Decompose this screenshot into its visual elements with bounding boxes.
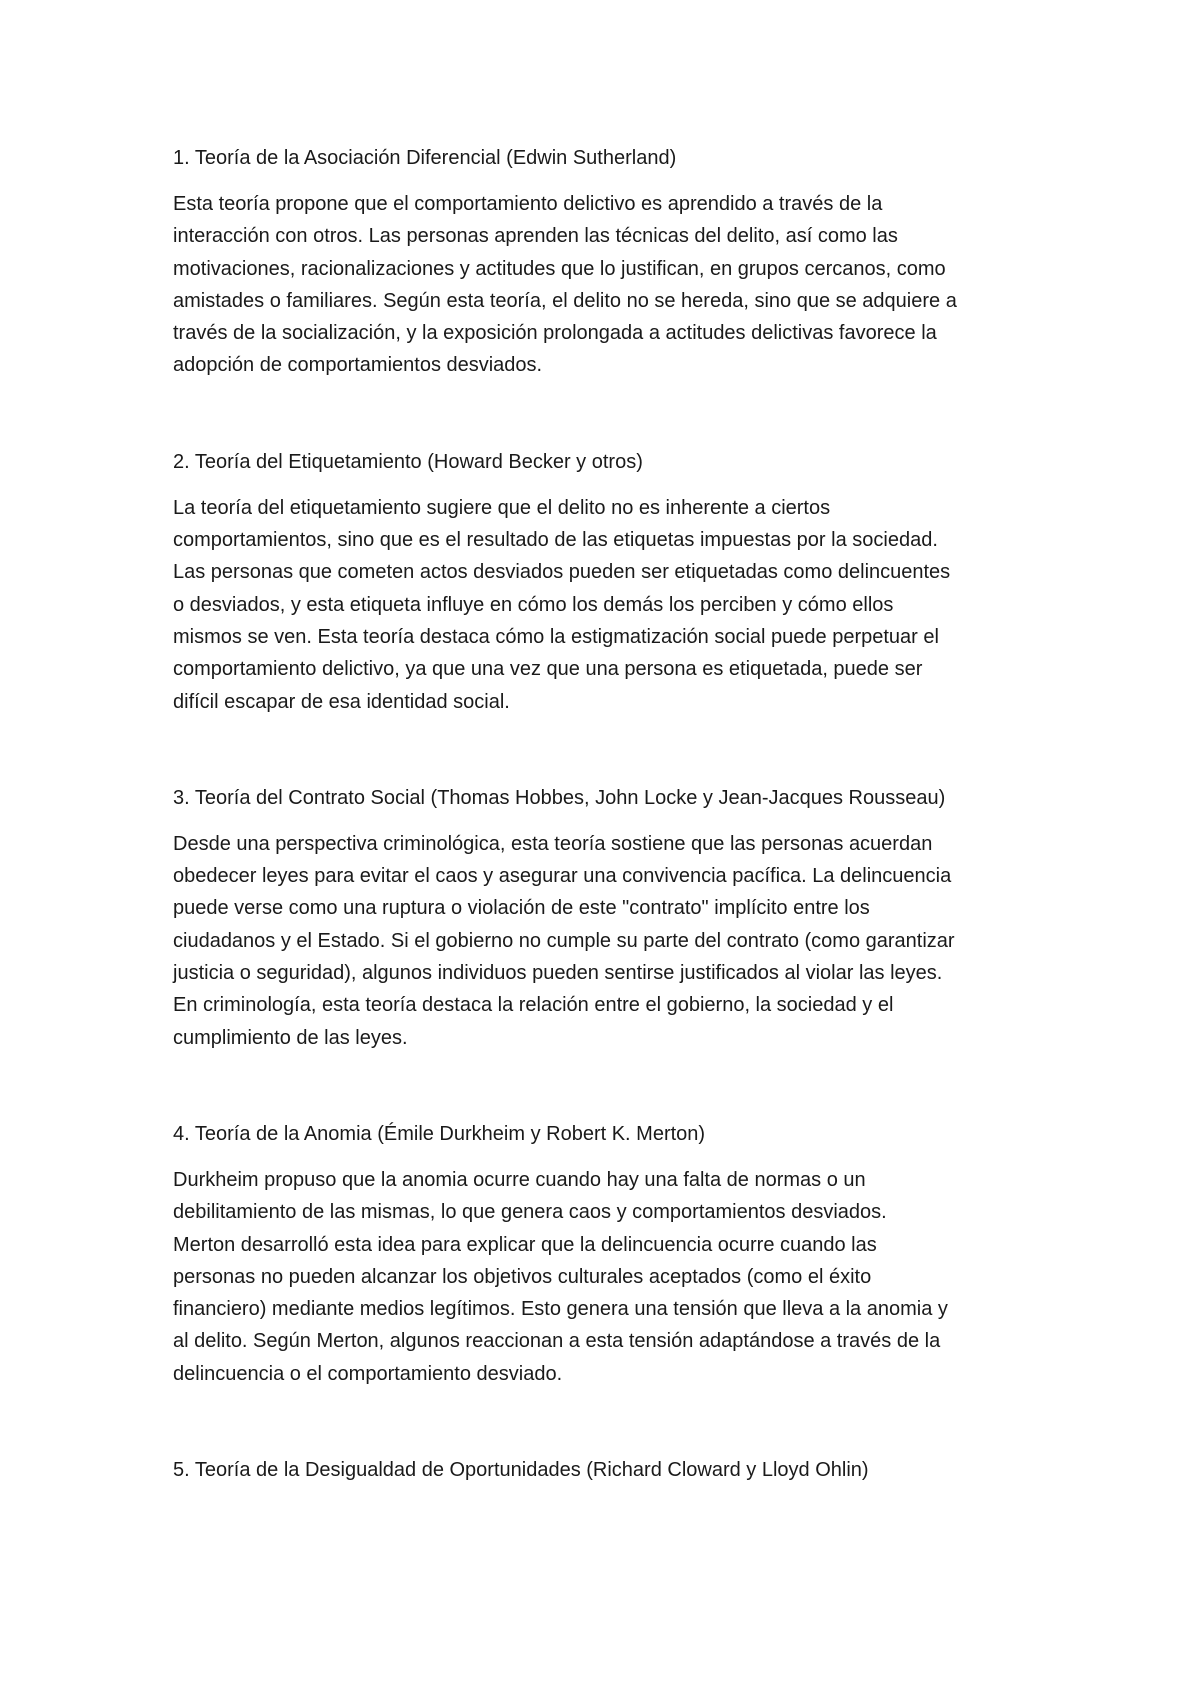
paragraph-line: Desde una perspectiva criminológica, esta teoría sostiene que las personas acuerdan [173,832,933,855]
section-2 [173,446,1053,718]
section-paragraph [173,1164,1053,1390]
paragraph-line: través de la socialización, y la exposición prolongada a actitudes delictivas favorece la [173,322,937,345]
paragraph-line: cumplimiento de las leyes. [173,1026,408,1049]
paragraph-line: justicia o seguridad), algunos individuos pueden sentirse justificados al violar las leyes. [173,962,943,985]
section-4 [173,1118,1053,1390]
paragraph-line: obedecer leyes para evitar el caos y asegurar una convivencia pacífica. La delincuencia [173,865,952,888]
paragraph-line: mismos se ven. Esta teoría destaca cómo la estigmatización social puede perpetuar el [173,625,939,648]
paragraph-line: financiero) mediante medios legítimos. Esto genera una tensión que lleva a la anomia y [173,1298,948,1321]
paragraph-line: difícil escapar de esa identidad social. [173,690,510,713]
paragraph-line: Las personas que cometen actos desviados pueden ser etiquetadas como delincuentes [173,561,951,584]
section-paragraph [173,828,1053,1054]
paragraph-line: comportamientos, sino que es el resultado de las etiquetas impuestas por la sociedad. [173,529,938,552]
paragraph-line: comportamiento delictivo, ya que una vez que una persona es etiquetada, puede ser [173,658,923,681]
paragraph-line: debilitamiento de las mismas, lo que genera caos y comportamientos desviados. [173,1201,887,1224]
paragraph-line: o desviados, y esta etiqueta influye en cómo los demás los perciben y cómo ellos [173,593,894,616]
paragraph-line: En criminología, esta teoría destaca la relación entre el gobierno, la sociedad y el [173,994,894,1017]
paragraph-line: motivaciones, racionalizaciones y actitudes que lo justifican, en grupos cercanos, como [173,257,946,280]
section-heading: 3. Teoría del Contrato Social (Thomas Hobbes, John Locke y Jean-Jacques Rousseau) [173,786,946,809]
document-page [173,142,1053,1500]
paragraph-line: delincuencia o el comportamiento desviado. [173,1362,563,1385]
paragraph-line: Durkheim propuso que la anomia ocurre cuando hay una falta de normas o un [173,1168,866,1191]
section-paragraph [173,492,1053,718]
section-heading: 4. Teoría de la Anomia (Émile Durkheim y Robert K. Merton) [173,1122,706,1145]
section-heading: 5. Teoría de la Desigualdad de Oportunidades (Richard Cloward y Lloyd Ohlin) [173,1459,869,1482]
section-5 [173,1454,1053,1486]
paragraph-line: al delito. Según Merton, algunos reaccionan a esta tensión adaptándose a través de la [173,1330,941,1353]
section-3 [173,782,1053,1054]
paragraph-line: personas no pueden alcanzar los objetivos culturales aceptados (como el éxito [173,1265,872,1288]
paragraph-line: Esta teoría propone que el comportamiento delictivo es aprendido a través de la [173,193,883,215]
section-paragraph [173,188,1053,382]
paragraph-line: Merton desarrolló esta idea para explicar que la delincuencia ocurre cuando las [173,1233,877,1256]
paragraph-line: ciudadanos y el Estado. Si el gobierno no cumple su parte del contrato (como garantizar [173,929,955,952]
section-1 [173,142,1053,382]
section-heading: 1. Teoría de la Asociación Diferencial (Edwin Sutherland) [173,147,677,169]
paragraph-line: amistades o familiares. Según esta teoría, el delito no se hereda, sino que se adquiere a [173,289,957,312]
paragraph-line: adopción de comportamientos desviados. [173,354,543,377]
section-heading: 2. Teoría del Etiquetamiento (Howard Becker y otros) [173,450,643,473]
paragraph-line: La teoría del etiquetamiento sugiere que el delito no es inherente a ciertos [173,496,831,519]
paragraph-line: puede verse como una ruptura o violación de este "contrato" implícito entre los [173,897,870,920]
paragraph-line: interacción con otros. Las personas aprenden las técnicas del delito, así como las [173,225,898,248]
